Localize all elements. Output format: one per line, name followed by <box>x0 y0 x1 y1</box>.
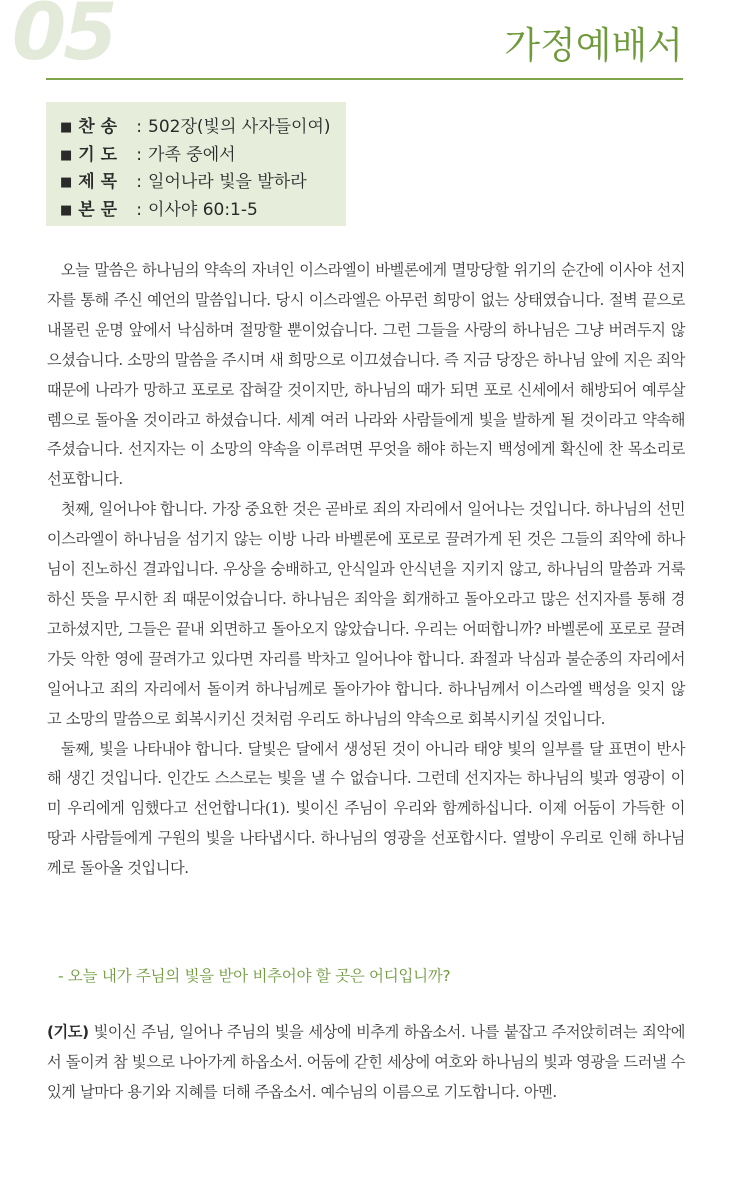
worship-info-box <box>46 102 346 226</box>
info-label: 찬 송 <box>78 117 118 137</box>
info-row-subject: ■ 제 목 : 일어나라 빛을 발하라 <box>60 169 346 197</box>
prayer-text: 빛이신 주님, 일어나 주님의 빛을 세상에 비추게 하옵소서. 나를 붙잡고 주저앉히려는 죄악에서 돌이켜 참 빛으로 나아가게 하옵소서. 어둠에 갇힌 세상에 여호와 하나님의 빛과 영광을 드러낼 수 있게 날마다 용기와 지혜를 더해 주옵소서. 예수님의 이름으로 기도합니다. 아멘. <box>47 1023 685 1101</box>
sermon-paragraph-intro: 오늘 말씀은 하나님의 약속의 자녀인 이스라엘이 바벨론에게 멸망당할 위기의 순간에 이사야 선지자를 통해 주신 예언의 말씀입니다. 당시 이스라엘은 아무런 희망이 없는 상태였습니다. 절벽 끝으로 내몰린 운명 앞에서 낙심하며 절망할 뿐이었습니다. 그런 그들을 사랑의 하나님은 그냥 버려두지 않으셨습니다. 소망의 말씀을 주시며 새 희망으로 이끄셨습니다. 즉 지금 당장은 하나님 앞에 지은 죄악 때문에 나라가 망하고 포로로 잡혀갈 것이지만, 하나님의 때가 되면 포로 신세에서 해방되어 예루살렘으로 돌아올 것이라고 하셨습니다. 세계 여러 나라와 사람들에게 빛을 발하게 될 것이라고 약속해 주셨습니다. 선지자는 이 소망의 약속을 이루려면 무엇을 해야 하는지 백성에게 확신에 찬 목소리로 선포합니다. <box>47 261 685 489</box>
info-label: 제 목 <box>78 172 118 192</box>
worship-info-list <box>46 102 346 224</box>
sermon-paragraph-first: 첫째, 일어나야 합니다. 가장 중요한 것은 곧바로 죄의 자리에서 일어나는 것입니다. 하나님의 선민 이스라엘이 하나님을 섬기지 않는 이방 나라 바벨론에 포로로 끌려가게 된 것은 그들의 죄악에 하나님이 진노하신 결과입니다. 우상을 숭배하고, 안식일과 안식년을 지키지 않고, 하나님의 말씀과 거룩하신 뜻을 무시한 죄 때문이었습니다. 하나님은 죄악을 회개하고 돌아오라고 많은 선지자를 통해 경고하셨지만, 그들은 끝내 외면하고 돌아오지 않았습니다. 우리는 어떠합니까? 바벨론에 포로로 끌려가듯 악한 영에 끌려가고 있다면 자리를 박차고 일어나야 합니다. 좌절과 낙심과 불순종의 자리에서 일어나고 죄의 자리에서 돌이켜 하나님께로 돌아가야 합니다. 하나님께서 이스라엘 백성을 잊지 않고 소망의 말씀으로 회복시키신 것처럼 우리도 하나님의 약속으로 회복시키실 것입니다. <box>47 500 685 728</box>
square-bullet-icon: ■ <box>60 120 73 135</box>
info-row-prayer: ■ 기 도 : 가족 중에서 <box>60 142 346 170</box>
sermon-paragraph-second: 둘째, 빛을 나타내야 합니다. 달빛은 달에서 생성된 것이 아니라 태양 빛의 일부를 달 표면이 반사해 생긴 것입니다. 인간도 스스로는 빛을 낼 수 없습니다. 그런데 선지자는 하나님의 빛과 영광이 이미 우리에게 임했다고 선언합니다(1). 빛이신 주님이 우리와 함께하십니다. 이제 어둠이 가득한 이 땅과 사람들에게 구원의 빛을 나타냅시다. 하나님의 영광을 선포합시다. 열방이 우리로 인해 하나님께로 돌아올 것입니다. <box>47 739 685 878</box>
info-value: 일어나라 빛을 발하라 <box>148 172 307 192</box>
info-row-hymn: ■ 찬 송 : 502장(빛의 사자들이여) <box>60 114 346 142</box>
info-value: 이사야 60:1-5 <box>148 199 258 220</box>
sermon-body <box>47 256 685 884</box>
reflection-question: - 오늘 내가 주님의 빛을 받아 비추어야 할 곳은 어디입니까? <box>58 967 451 985</box>
closing-prayer <box>47 1018 685 1108</box>
prayer-label: (기도) <box>47 1023 89 1041</box>
info-label: 본 문 <box>78 199 118 220</box>
page-title: 가정예배서 <box>504 24 683 67</box>
info-label: 기 도 <box>78 144 118 165</box>
title-divider <box>46 78 683 80</box>
square-bullet-icon: ■ <box>60 147 73 163</box>
square-bullet-icon: ■ <box>60 175 73 190</box>
square-bullet-icon: ■ <box>60 202 73 218</box>
page-number: 05 <box>12 0 115 78</box>
info-value: 가족 중에서 <box>148 144 236 165</box>
info-value: 502장(빛의 사자들이여) <box>148 117 331 137</box>
info-row-scripture: ■ 본 문 : 이사야 60:1-5 <box>60 197 346 225</box>
